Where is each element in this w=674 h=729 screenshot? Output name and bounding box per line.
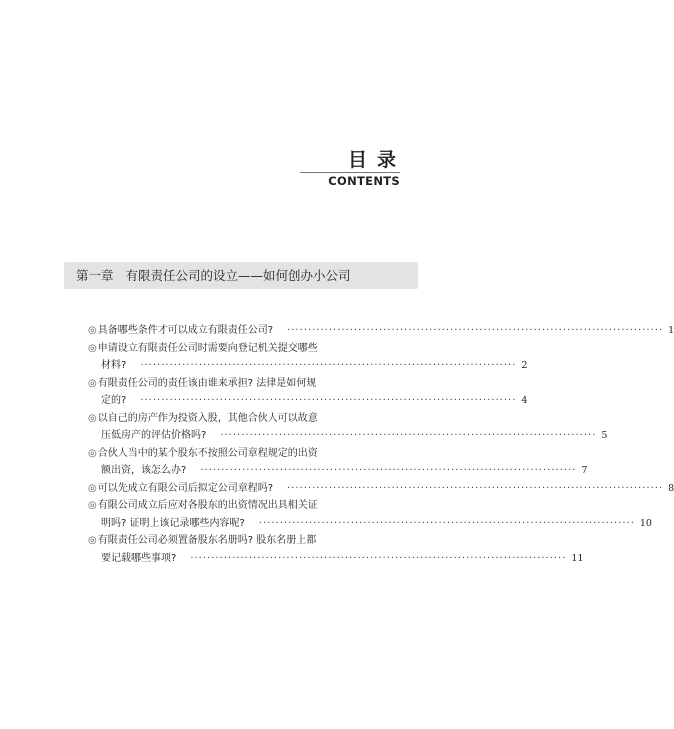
toc-entry[interactable] (88, 445, 588, 480)
toc-entry[interactable] (88, 375, 528, 410)
bullet-icon: ◎ (88, 447, 97, 459)
entry-text: 可以先成立有限公司后拟定公司章程吗? (97, 482, 274, 494)
dot-leader: ·························································································· (287, 482, 664, 494)
dot-leader: ·························································································· (258, 517, 635, 529)
page-number: 8 (668, 482, 674, 494)
page-number: 5 (601, 430, 608, 441)
bullet-icon: ◎ (88, 535, 97, 546)
toc-list (88, 322, 674, 567)
chapter-heading (64, 262, 418, 289)
entry-text: 有限责任公司的责任该由谁来承担? 法律是如何规 (97, 377, 317, 389)
dot-leader: ·························································································· (220, 430, 597, 441)
bullet-icon: ◎ (88, 482, 97, 494)
title-divider (300, 172, 400, 173)
toc-entry[interactable] (88, 480, 674, 498)
page-number: 4 (521, 395, 528, 406)
entry-text-cont: 定的? (101, 395, 127, 406)
entry-text: 合伙人当中的某个股东不按照公司章程规定的出资 (97, 447, 318, 459)
page-number: 7 (581, 465, 588, 476)
entry-text: 具备哪些条件才可以成立有限责任公司? (97, 325, 274, 336)
entry-text-cont: 明吗? 证明上该记录哪些内容呢? (101, 517, 245, 529)
entry-text-cont: 要记载哪些事项? (101, 552, 177, 564)
entry-text: 以自己的房产作为投资入股，其他合伙人可以故意 (97, 412, 318, 424)
bullet-icon: ◎ (88, 325, 97, 336)
page-number: 2 (521, 360, 528, 371)
entry-text: 有限公司成立后应对各股东的出资情况出具相关证 (97, 500, 318, 511)
dot-leader: ·························································································· (287, 325, 664, 336)
toc-heading (300, 148, 406, 188)
page-number: 1 (668, 325, 674, 336)
entry-text-cont: 额出资，该怎么办? (101, 465, 187, 476)
dot-leader: ·························································································· (140, 395, 517, 406)
bullet-icon: ◎ (88, 412, 97, 424)
bullet-icon: ◎ (88, 377, 97, 389)
chapter-number: 第一章 (76, 268, 114, 283)
chapter-title: 有限责任公司的设立——如何创办小公司 (125, 268, 351, 283)
toc-entry[interactable] (88, 340, 528, 375)
bullet-icon: ◎ (88, 342, 97, 354)
dot-leader: ·························································································· (190, 552, 567, 564)
entry-text: 有限责任公司必须置备股东名册吗? 股东名册上都 (97, 535, 317, 546)
entry-text: 申请设立有限责任公司时需要向登记机关提交哪些 (97, 342, 318, 354)
toc-title-cn: 目录 (347, 149, 406, 171)
bullet-icon: ◎ (88, 500, 97, 511)
dot-leader: ·························································································· (200, 465, 577, 476)
toc-entry[interactable] (88, 322, 674, 340)
toc-entry[interactable] (88, 497, 652, 532)
entry-text-cont: 压低房产的评估价格吗? (101, 430, 207, 441)
toc-entry[interactable] (88, 410, 608, 445)
page-number: 11 (571, 552, 584, 564)
page-number: 10 (639, 517, 652, 529)
dot-leader: ·························································································· (140, 360, 517, 371)
toc-title-en: CONTENTS (328, 174, 400, 188)
toc-entry[interactable] (88, 532, 584, 567)
entry-text-cont: 材料? (101, 360, 127, 371)
